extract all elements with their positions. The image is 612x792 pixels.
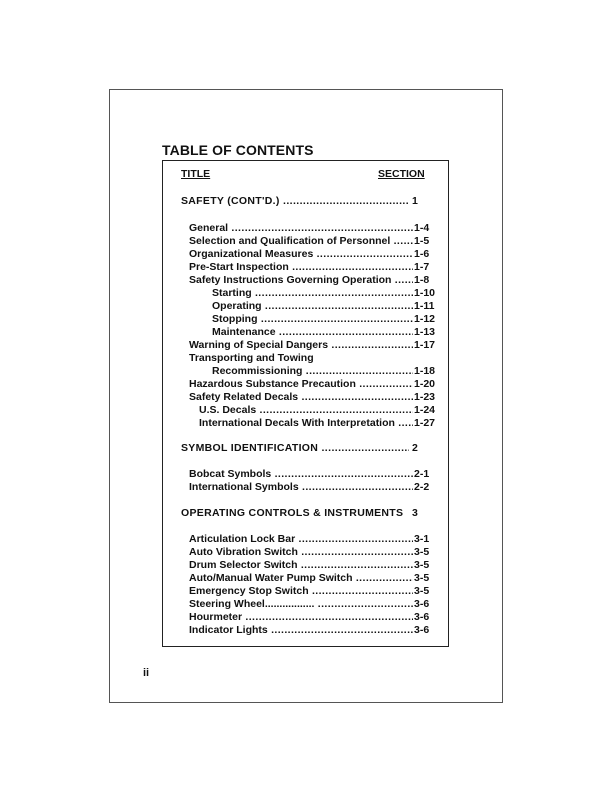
toc-entry: Bobcat Symbols ..... 2-1 bbox=[0, 468, 612, 481]
toc-entry: Maintenance ..... 1-13 bbox=[0, 326, 612, 339]
toc-entry: Indicator Lights ..... 3-6 bbox=[0, 624, 612, 637]
toc-entry: Safety Related Decals ..... 1-23 bbox=[0, 391, 612, 404]
toc-entry: Operating ..... 1-11 bbox=[0, 300, 612, 313]
toc-entry: Hazardous Substance Precaution ..... 1-20 bbox=[0, 378, 612, 391]
toc-entry: Stopping ..... 1-12 bbox=[0, 313, 612, 326]
toc-heading: TABLE OF CONTENTS bbox=[162, 142, 314, 158]
toc-entry: Drum Selector Switch ..... 3-5 bbox=[0, 559, 612, 572]
toc-entry: Auto/Manual Water Pump Switch ..... 3-5 bbox=[0, 572, 612, 585]
column-section-header: SECTION bbox=[378, 168, 425, 180]
toc-entry-symbol-identification: SYMBOL IDENTIFICATION ..... 2 bbox=[0, 442, 612, 455]
toc-entry: Transporting and Towing bbox=[189, 352, 314, 364]
toc-entry: Starting ..... 1-10 bbox=[0, 287, 612, 300]
toc-entry: International Decals With Interpretation ..... 1-27 bbox=[0, 417, 612, 430]
column-title-header: TITLE bbox=[181, 168, 211, 180]
toc-entry-safety: SAFETY (CONT'D.) ..... 1 bbox=[0, 195, 612, 208]
toc-entry: Safety Instructions Governing Operation ..... 1-8 bbox=[0, 274, 612, 287]
toc-entry: Articulation Lock Bar ..... 3-1 bbox=[0, 533, 612, 546]
toc-entry: General ..... 1-4 bbox=[0, 222, 612, 235]
toc-entry: Hourmeter ..... 3-6 bbox=[0, 611, 612, 624]
page-number: ii bbox=[143, 667, 150, 679]
toc-entry: Organizational Measures ..... 1-6 bbox=[0, 248, 612, 261]
toc-entry: Steering Wheel................. ..... 3-6 bbox=[0, 598, 612, 611]
toc-entry: Pre-Start Inspection ..... 1-7 bbox=[0, 261, 612, 274]
toc-entry: Selection and Qualification of Personnel ..... 1-5 bbox=[0, 235, 612, 248]
toc-entry: U.S. Decals ..... 1-24 bbox=[0, 404, 612, 417]
toc-entry: Emergency Stop Switch ..... 3-5 bbox=[0, 585, 612, 598]
toc-entry: Warning of Special Dangers ..... 1-17 bbox=[0, 339, 612, 352]
toc-entry: Recommissioning ..... 1-18 bbox=[0, 365, 612, 378]
toc-entry: Auto Vibration Switch ..... 3-5 bbox=[0, 546, 612, 559]
toc-entry: International Symbols ..... 2-2 bbox=[0, 481, 612, 494]
toc-entry-operating-controls: OPERATING CONTROLS & INSTRUMENTS 3 bbox=[181, 507, 418, 519]
